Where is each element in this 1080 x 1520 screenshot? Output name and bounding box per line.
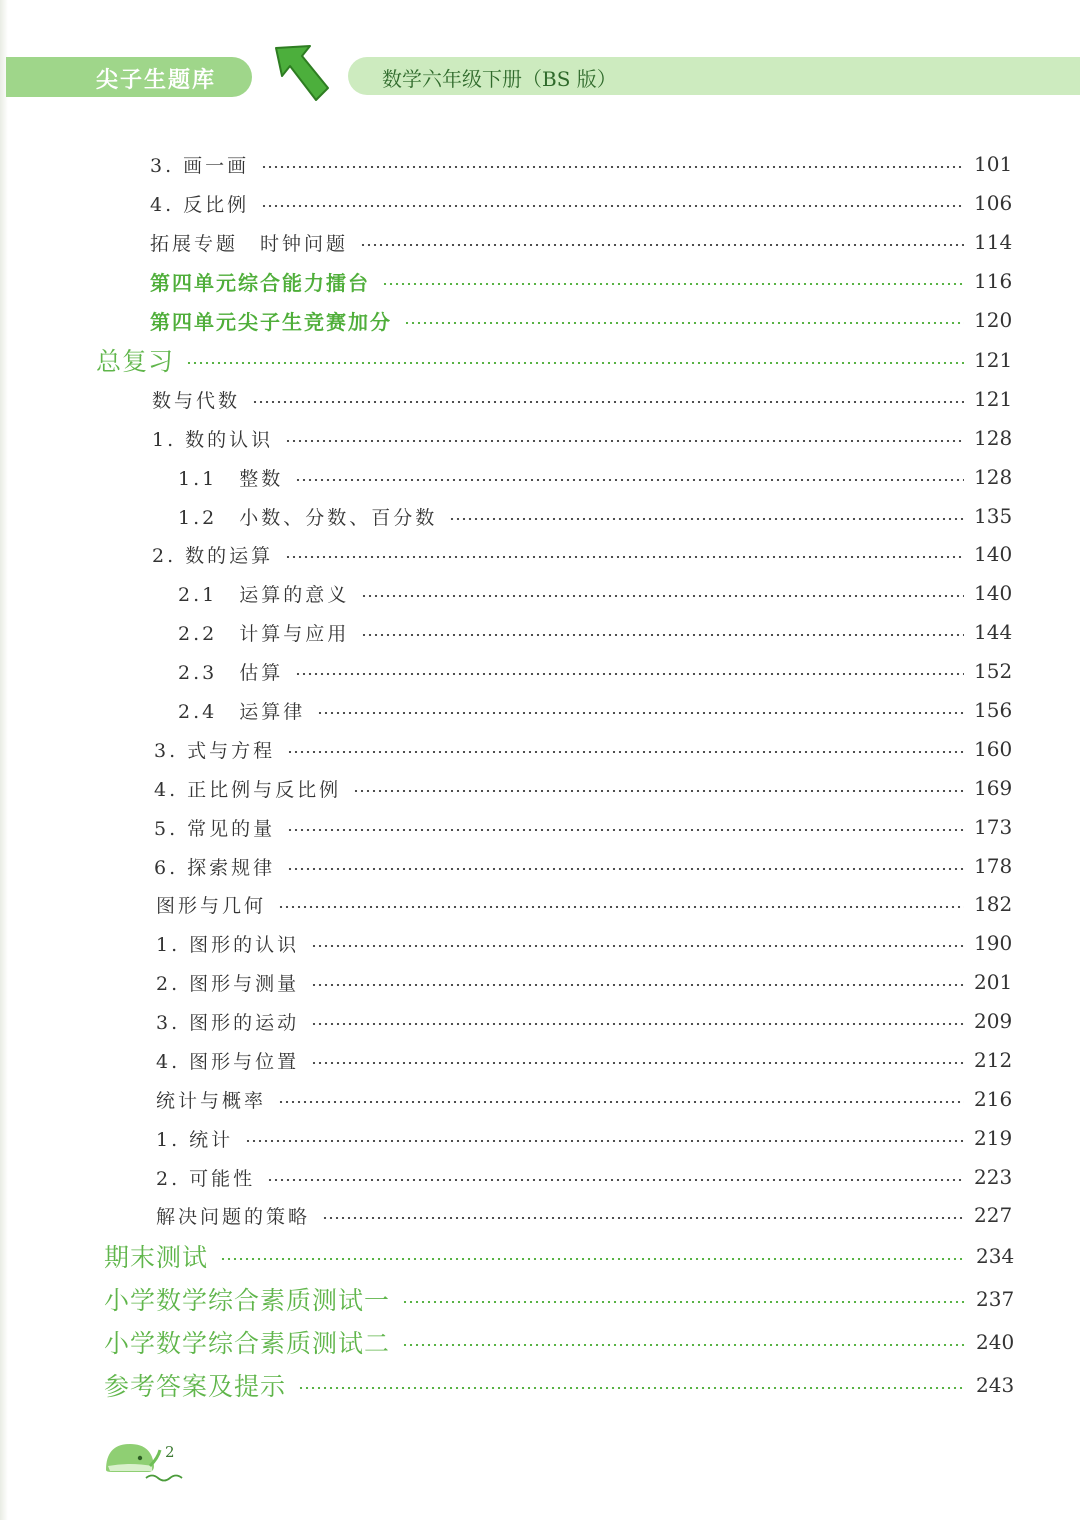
toc-entry-page: 169 (974, 776, 1013, 800)
dot-leader (404, 322, 964, 324)
toc-entry-page: 243 (976, 1373, 1015, 1397)
dot-leader (285, 440, 964, 442)
toc-entry-page: 212 (974, 1048, 1013, 1072)
toc-entry-label: 1. 统计 (156, 1128, 234, 1151)
dot-leader (402, 1344, 966, 1346)
toc-entry[interactable] (150, 185, 1022, 221)
dot-leader (278, 1101, 964, 1103)
dot-leader (311, 1062, 964, 1064)
toc-entry-label: 总复习 (96, 347, 175, 376)
toc-entry[interactable] (154, 848, 1022, 884)
toc-entry-label: 解决问题的策略 (156, 1205, 311, 1228)
toc-entry-page: 101 (974, 152, 1013, 176)
toc-entry[interactable] (156, 1042, 1022, 1078)
dot-leader (220, 1258, 966, 1260)
toc-entry[interactable] (178, 575, 1022, 611)
toc-entry-page: 182 (974, 892, 1013, 916)
whale-icon (100, 1436, 196, 1486)
toc-entry[interactable] (156, 925, 1022, 961)
toc-entry-label: 3. 画一画 (150, 154, 250, 177)
toc-entry-page: 116 (974, 269, 1013, 293)
toc-chapter-entry[interactable] (104, 1367, 1024, 1403)
dot-leader (287, 868, 964, 870)
toc-entry-page: 140 (974, 581, 1013, 605)
dot-leader (361, 634, 964, 636)
toc-entry[interactable] (150, 224, 1022, 260)
toc-entry-page: 106 (974, 191, 1013, 215)
toc-entry[interactable] (156, 1081, 1022, 1117)
toc-entry-label: 参考答案及提示 (104, 1372, 287, 1401)
toc-entry-page: 121 (974, 387, 1013, 411)
dot-leader (186, 362, 964, 364)
dot-leader (261, 166, 964, 168)
book-title-tab (348, 57, 1080, 95)
dot-leader (267, 1179, 964, 1181)
toc-entry[interactable] (152, 420, 1022, 456)
toc-entry-label: 5. 常见的量 (154, 817, 276, 840)
toc-entry[interactable] (154, 770, 1022, 806)
dot-leader (361, 595, 964, 597)
toc-entry-page: 144 (974, 620, 1013, 644)
toc-chapter-entry[interactable] (104, 1324, 1024, 1360)
toc-chapter-entry[interactable] (96, 342, 1022, 378)
dot-leader (311, 984, 964, 986)
toc-entry-page: 114 (974, 230, 1013, 254)
toc-entry[interactable] (156, 886, 1022, 922)
toc-entry-label: 第四单元综合能力擂台 (150, 270, 370, 295)
toc-entry[interactable] (156, 1197, 1022, 1233)
toc-entry-page: 120 (974, 308, 1013, 332)
toc-entry-label: 2. 数的运算 (152, 544, 274, 567)
toc-entry[interactable] (178, 498, 1022, 534)
toc-entry-page: 234 (976, 1244, 1015, 1268)
toc-entry-label: 1.2 小数、分数、百分数 (178, 506, 438, 529)
dot-leader (317, 712, 964, 714)
dot-leader (382, 283, 964, 285)
toc-entry-label: 小学数学综合素质测试二 (104, 1329, 391, 1358)
toc-entry[interactable] (156, 964, 1022, 1000)
toc-entry-page: 209 (974, 1009, 1013, 1033)
toc-entry-page: 201 (974, 970, 1013, 994)
dot-leader (252, 401, 964, 403)
toc-entry-page: 219 (974, 1126, 1013, 1150)
toc-entry-page: 121 (974, 348, 1013, 372)
dot-leader (295, 479, 964, 481)
toc-entry[interactable] (156, 1159, 1022, 1195)
toc-entry[interactable] (152, 536, 1022, 572)
toc-entry-label: 2.1 运算的意义 (178, 583, 350, 606)
toc-entry-label: 2. 可能性 (156, 1167, 256, 1190)
toc-entry[interactable] (156, 1003, 1022, 1039)
dot-leader (278, 906, 964, 908)
arrow-icon (266, 42, 334, 106)
toc-entry-page: 223 (974, 1165, 1013, 1189)
page-number: 2 (165, 1443, 175, 1461)
toc-entry-page: 135 (974, 504, 1013, 528)
toc-entry-page: 156 (974, 698, 1013, 722)
dot-leader (245, 1140, 964, 1142)
dot-leader (287, 829, 964, 831)
toc-entry-label: 6. 探索规律 (154, 856, 276, 879)
toc-entry-page: 178 (974, 854, 1013, 878)
toc-entry-label: 3. 式与方程 (154, 739, 276, 762)
toc-entry-page: 128 (974, 426, 1013, 450)
toc-entry-label: 3. 图形的运动 (156, 1011, 300, 1034)
toc-entry[interactable] (154, 809, 1022, 845)
dot-leader (402, 1301, 966, 1303)
toc-entry-page: 190 (974, 931, 1013, 955)
dot-leader (449, 518, 964, 520)
toc-entry-label: 期末测试 (104, 1243, 209, 1272)
toc-entry[interactable] (178, 459, 1022, 495)
dot-leader (322, 1217, 964, 1219)
toc-entry-page: 140 (974, 542, 1013, 566)
dot-leader (287, 751, 964, 753)
toc-entry[interactable] (150, 146, 1022, 182)
toc-entry-page: 152 (974, 659, 1013, 683)
toc-unit-entry[interactable] (150, 302, 1022, 338)
toc-entry-label: 1. 数的认识 (152, 428, 274, 451)
toc-entry-label: 2.4 运算律 (178, 700, 306, 723)
dot-leader (295, 673, 964, 675)
toc-entry[interactable] (152, 381, 1022, 417)
toc-unit-entry[interactable] (150, 263, 1022, 299)
toc-entry-label: 4. 反比例 (150, 193, 250, 216)
toc-entry-label: 2. 图形与测量 (156, 972, 300, 995)
toc-entry[interactable] (178, 614, 1022, 650)
book-title: 数学六年级下册（BS 版） (382, 67, 617, 91)
toc-entry-label: 1.1 整数 (178, 467, 284, 490)
toc-entry-label: 2.3 估算 (178, 661, 284, 684)
dot-leader (261, 205, 964, 207)
toc-entry-label: 拓展专题 时钟问题 (150, 232, 349, 255)
toc-chapter-entry[interactable] (104, 1281, 1024, 1317)
toc-entry-page: 128 (974, 465, 1013, 489)
toc-entry-page: 216 (974, 1087, 1013, 1111)
toc-entry-label: 第四单元尖子生竞赛加分 (150, 309, 392, 334)
toc-entry-page: 237 (976, 1287, 1015, 1311)
toc-entry-label: 1. 图形的认识 (156, 933, 300, 956)
toc-entry-label: 2.2 计算与应用 (178, 622, 350, 645)
series-tab (6, 57, 252, 97)
toc-entry-label: 4. 图形与位置 (156, 1050, 300, 1073)
dot-leader (311, 1023, 964, 1025)
dot-leader (311, 945, 964, 947)
toc-chapter-entry[interactable] (104, 1238, 1024, 1274)
dot-leader (285, 556, 964, 558)
toc-entry[interactable] (178, 692, 1022, 728)
toc-entry[interactable] (156, 1120, 1022, 1156)
toc-entry-page: 173 (974, 815, 1013, 839)
toc-entry-label: 数与代数 (152, 389, 241, 412)
toc-entry-page: 240 (976, 1330, 1015, 1354)
toc-entry[interactable] (178, 653, 1022, 689)
dot-leader (298, 1387, 966, 1389)
toc-entry[interactable] (154, 731, 1022, 767)
dot-leader (353, 790, 964, 792)
toc-entry-page: 160 (974, 737, 1013, 761)
toc-entry-label: 统计与概率 (156, 1089, 267, 1112)
toc-entry-label: 图形与几何 (156, 894, 267, 917)
toc-entry-label: 小学数学综合素质测试一 (104, 1286, 391, 1315)
page-edge (0, 0, 8, 1520)
dot-leader (360, 244, 964, 246)
series-title: 尖子生题库 (96, 68, 217, 93)
toc-entry-label: 4. 正比例与反比例 (154, 778, 342, 801)
toc-entry-page: 227 (974, 1203, 1013, 1227)
